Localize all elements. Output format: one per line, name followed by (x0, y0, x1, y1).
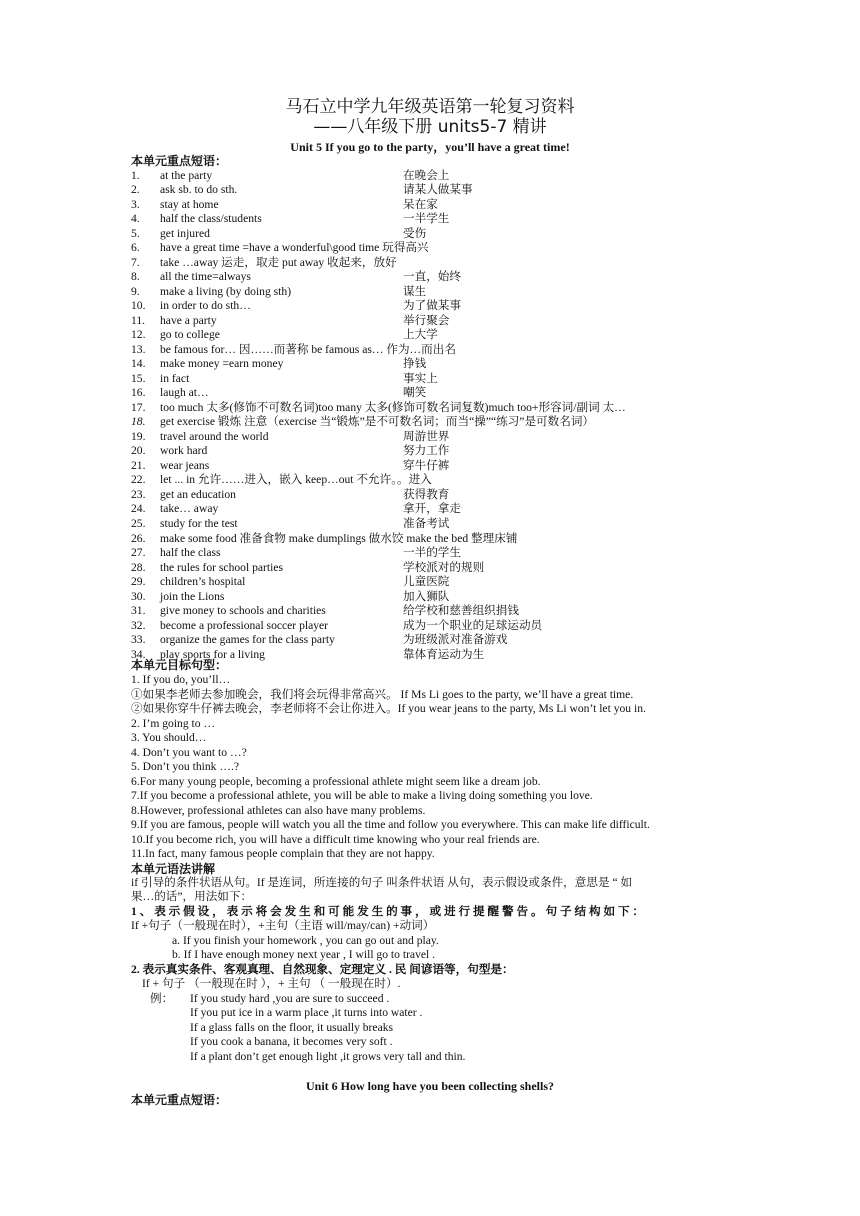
phrase-english: laugh at… (160, 386, 209, 400)
phrase-english: give money to schools and charities (160, 604, 326, 618)
phrase-english: children’s hospital (160, 575, 246, 589)
phrase-chinese: 为班级派对准备游戏 (403, 633, 508, 647)
grammar-point1-structure: If +句子（一般现在时），+主句（主语 will/may/can) +动词） (131, 919, 435, 932)
phrase-number: 17. (131, 400, 146, 414)
phrase-number: 10. (131, 299, 146, 313)
phrase-row (0, 430, 860, 445)
phrase-number: 20. (131, 444, 146, 458)
phrase-number: 8. (131, 270, 140, 284)
phrase-number: 22. (131, 473, 146, 487)
phrase-chinese: 举行聚会 (403, 313, 450, 327)
phrase-row (0, 561, 860, 576)
phrase-chinese: 请某人做某事 (403, 183, 473, 197)
phrase-chinese: 挣钱 (403, 357, 427, 371)
phrase-number: 34. (131, 647, 146, 661)
phrase-row (0, 648, 860, 663)
phrase-number: 30. (131, 589, 146, 603)
phrase-english: the rules for school parties (160, 560, 283, 574)
unit6-phrases-title: 本单元重点短语： (131, 1093, 228, 1107)
grammar-point2-example: If you cook a banana, it becomes very soft . (190, 1035, 393, 1048)
phrase-number: 18. (131, 415, 146, 429)
phrase-number: 26. (131, 531, 146, 545)
unit5-grammar-title: 本单元语法讲解 (131, 862, 216, 876)
phrase-chinese: 事实上 (403, 371, 438, 385)
phrase-english: half the class/students (160, 212, 262, 226)
phrase-english: have a party (160, 313, 217, 327)
phrase-english: too much 太多(修饰不可数名词)too many 太多(修饰可数名词复数)much too+形容词/副词 太… (160, 400, 626, 414)
phrase-row (0, 459, 860, 474)
target-sentence: 1. If you do, you’ll… (131, 673, 231, 686)
phrase-row (0, 198, 860, 213)
grammar-intro-line2: 果…的话”，用法如下： (131, 890, 253, 903)
grammar-point2: 2. 表示真实条件、客观真理、自然现象、定理定义 . 民 间谚语等，句型是： (131, 963, 514, 976)
phrase-chinese: 受伤 (403, 226, 427, 240)
phrase-number: 21. (131, 458, 146, 472)
target-sentence: 3. You should… (131, 731, 207, 744)
document-subtitle: ——八年级下册 units5-7 精讲 (313, 117, 547, 137)
phrase-english: get injured (160, 226, 210, 240)
phrase-number: 16. (131, 386, 146, 400)
phrase-row (0, 256, 860, 271)
phrase-english: join the Lions (160, 589, 225, 603)
phrase-number: 23. (131, 487, 146, 501)
phrase-number: 31. (131, 604, 146, 618)
phrase-chinese: 获得教育 (403, 487, 450, 501)
phrase-row (0, 604, 860, 619)
target-sentence: 9.If you are famous, people will watch you all the time and follow you everywhere. This can make life difficult. (131, 818, 650, 831)
phrase-english: have a great time =have a wonderful\good time 玩得高兴 (160, 241, 429, 255)
phrase-chinese: 谋生 (403, 284, 427, 298)
phrase-row (0, 343, 860, 358)
phrase-chinese: 学校派对的规则 (403, 560, 485, 574)
phrase-row (0, 227, 860, 242)
phrase-english: take… away (160, 502, 219, 516)
phrase-row (0, 357, 860, 372)
phrase-number: 24. (131, 502, 146, 516)
phrase-row (0, 590, 860, 605)
phrase-row (0, 386, 860, 401)
target-sentence: ①如果李老师去参加晚会，我们将会玩得非常高兴。 If Ms Li goes to the party, we’ll have a great time. (131, 687, 634, 701)
phrase-row (0, 517, 860, 532)
phrase-english: get exercise 锻炼 注意（exercise 当“锻炼”是不可数名词；而当“操”“练习”是可数名词） (160, 415, 595, 429)
phrase-row (0, 372, 860, 387)
phrase-number: 6. (131, 241, 140, 255)
phrase-number: 9. (131, 284, 140, 298)
phrase-chinese: 准备考试 (403, 516, 450, 530)
grammar-point1-example: b. If I have enough money next year , I will go to travel . (172, 948, 436, 961)
phrase-row (0, 444, 860, 459)
phrase-chinese: 靠体育运动为生 (403, 647, 485, 661)
phrase-chinese: 一半学生 (403, 212, 450, 226)
phrase-number: 15. (131, 371, 146, 385)
phrase-row (0, 241, 860, 256)
phrase-chinese: 儿童医院 (403, 575, 450, 589)
phrase-number: 7. (131, 255, 140, 269)
phrase-english: stay at home (160, 197, 219, 211)
target-sentence: 4. Don’t you want to …? (131, 745, 247, 759)
phrase-chinese: 努力工作 (403, 444, 450, 458)
phrase-chinese: 拿开，拿走 (403, 502, 461, 516)
grammar-point2-example: If you put ice in a warm place ,it turns into water . (190, 1006, 423, 1019)
phrase-row (0, 532, 860, 547)
phrase-number: 14. (131, 357, 146, 371)
grammar-intro-line1: if 引导的条件状语从句。If 是连词，所连接的句子 叫条件状语 从句，表示假设或条件，意思是 “ 如 (131, 876, 633, 889)
phrase-number: 1. (131, 168, 140, 182)
target-sentence: 11.In fact, many famous people complain that they are not happy. (131, 847, 435, 860)
phrase-number: 27. (131, 546, 146, 560)
phrase-english: in fact (160, 371, 190, 385)
grammar-point2-example: If a plant don’t get enough light ,it grows very tall and thin. (190, 1050, 466, 1063)
phrase-chinese: 给学校和慈善组织捐钱 (403, 604, 519, 618)
phrase-row (0, 401, 860, 416)
phrase-english: make money =earn money (160, 357, 284, 371)
phrase-number: 28. (131, 560, 146, 574)
phrase-english: become a professional soccer player (160, 618, 329, 632)
unit5-phrases-title: 本单元重点短语： (131, 154, 228, 168)
target-sentence: 8.However, professional athletes can also have many problems. (131, 803, 426, 817)
phrase-row (0, 212, 860, 227)
phrase-english: study for the test (160, 516, 238, 530)
phrase-number: 4. (131, 212, 140, 226)
unit5-sentences-title: 本单元目标句型： (131, 658, 228, 672)
grammar-point1-example: a. If you finish your homework , you can go out and play. (172, 934, 439, 947)
phrase-row (0, 488, 860, 503)
unit6-heading: Unit 6 How long have you been collecting shells? (305, 1079, 554, 1093)
phrase-row (0, 183, 860, 198)
phrase-chinese: 一半的学生 (403, 546, 461, 560)
phrase-row (0, 575, 860, 590)
phrase-number: 5. (131, 226, 140, 240)
phrase-number: 33. (131, 633, 146, 647)
grammar-point2-example: If a glass falls on the floor, it usually breaks (190, 1021, 394, 1034)
phrase-chinese: 成为一个职业的足球运动员 (403, 618, 543, 632)
phrase-chinese: 一直，始终 (403, 270, 461, 284)
phrase-number: 32. (131, 618, 146, 632)
phrase-english: be famous for… 因……而著称 be famous as… 作为…而出名 (160, 342, 456, 356)
grammar-point2-example: If you study hard ,you are sure to succeed . (190, 992, 390, 1005)
phrase-english: half the class (160, 546, 221, 560)
target-sentence: 10.If you become rich, you will have a difficult time knowing who your real friends are. (131, 832, 540, 846)
phrase-number: 29. (131, 575, 146, 589)
phrase-row (0, 285, 860, 300)
phrase-row (0, 270, 860, 285)
phrase-number: 13. (131, 342, 146, 356)
phrase-chinese: 上大学 (403, 328, 438, 342)
phrase-english: in order to do sth… (160, 299, 251, 313)
phrase-english: take …away 运走，取走 put away 收起来，放好 (160, 255, 397, 269)
phrase-number: 11. (131, 313, 146, 327)
phrase-number: 2. (131, 183, 140, 197)
grammar-point1: 1 、 表 示 假 设 ， 表 示 将 会 发 生 和 可 能 发 生 的 事 ， 或 进 行 提 醒 警 告 。 句 子 结 构 如 下 ： (131, 905, 645, 918)
phrase-row (0, 546, 860, 561)
phrase-row (0, 633, 860, 648)
target-sentence: 7.If you become a professional athlete, you will be able to make a living doing something you love. (131, 789, 593, 802)
target-sentence: 5. Don’t you think ….? (131, 760, 239, 773)
grammar-point2-structure: If + 句子 （一般现在时 ），+ 主句 （ 一般现在时）. (142, 977, 401, 990)
phrase-chinese: 在晚会上 (403, 168, 450, 182)
phrase-row (0, 473, 860, 488)
grammar-point2-label: 例： (150, 992, 174, 1005)
phrase-chinese: 加入狮队 (403, 589, 450, 603)
phrase-english: at the party (160, 168, 213, 182)
document-title: 马石立中学九年级英语第一轮复习资料 (285, 97, 575, 117)
phrase-chinese: 呆在家 (403, 197, 438, 211)
phrase-english: wear jeans (160, 458, 210, 472)
phrase-english: all the time=always (160, 270, 251, 284)
target-sentence: ②如果你穿牛仔裤去晚会，李老师将不会让你进入。If you wear jeans to the party, Ms Li won’t let you in. (131, 702, 646, 715)
target-sentence: 6.For many young people, becoming a professional athlete might seem like a dream job. (131, 774, 541, 788)
phrase-chinese: 为了做某事 (403, 299, 461, 313)
phrase-english: make some food 准备食物 make dumplings 做水饺 make the bed 整理床铺 (160, 531, 518, 545)
phrase-english: get an education (160, 487, 236, 501)
phrase-number: 19. (131, 429, 146, 443)
phrase-number: 12. (131, 328, 146, 342)
phrase-english: ask sb. to do sth. (160, 183, 238, 197)
phrase-row (0, 415, 860, 430)
phrase-row (0, 314, 860, 329)
phrase-english: make a living (by doing sth) (160, 284, 292, 298)
phrase-row (0, 299, 860, 314)
phrase-chinese: 穿牛仔裤 (403, 458, 450, 472)
phrase-english: organize the games for the class party (160, 633, 335, 647)
phrase-number: 3. (131, 197, 140, 211)
phrase-chinese: 嘲笑 (403, 386, 427, 400)
target-sentence: 2. I’m going to … (131, 716, 216, 730)
phrase-row (0, 169, 860, 184)
phrase-row (0, 502, 860, 517)
unit5-heading: Unit 5 If you go to the party，you’ll have a great time! (290, 140, 570, 154)
phrase-row (0, 328, 860, 343)
phrase-english: go to college (160, 328, 220, 342)
phrase-english: let ... in 允许……进入，嵌入 keep…out 不允许。。进入 (160, 473, 432, 487)
phrase-english: work hard (160, 444, 208, 458)
phrase-english: travel around the world (160, 429, 269, 443)
phrase-row (0, 619, 860, 634)
phrase-chinese: 周游世界 (403, 429, 450, 443)
phrase-number: 25. (131, 516, 146, 530)
phrase-english: play sports for a living (160, 647, 265, 661)
